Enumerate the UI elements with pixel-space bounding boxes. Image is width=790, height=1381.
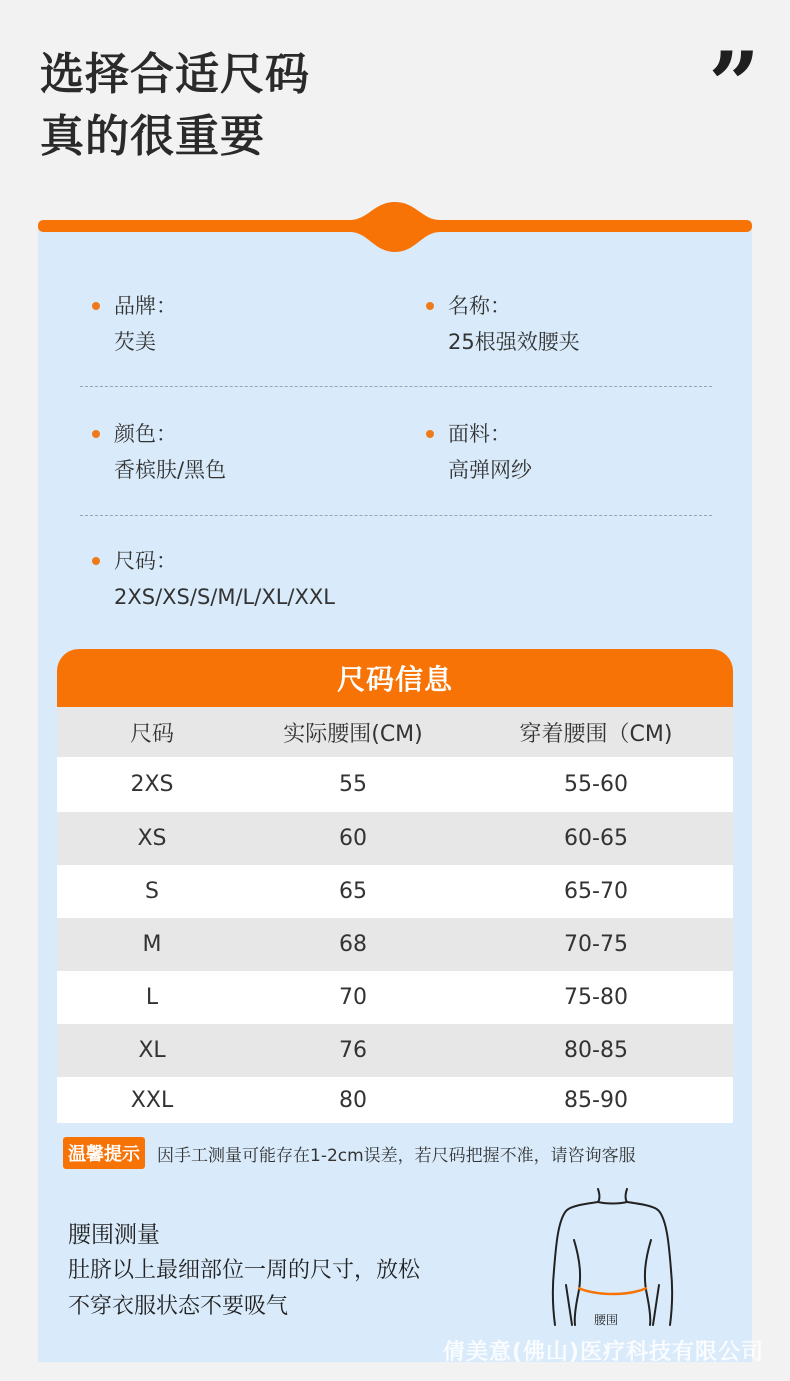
brand-label: 品牌： (92, 292, 177, 320)
fabric-label: 面料： (426, 420, 532, 448)
cell-actual-waist: 55 (339, 772, 367, 797)
title-line-2: 真的很重要 (40, 111, 265, 162)
cell-wearing-waist: 75-80 (564, 985, 628, 1010)
size-table-title: 尺码信息 (57, 649, 733, 707)
table-header-row (57, 707, 733, 757)
name-value: 25根强效腰夹 (448, 330, 580, 354)
cell-wearing-waist: 80-85 (564, 1038, 628, 1063)
header-size: 尺码 (129, 721, 174, 747)
quote-icon: ” (708, 32, 760, 138)
size-value: 2XS/XS/S/M/L/XL/XXL (114, 585, 335, 609)
figure-waist-label: 腰围 (594, 1313, 619, 1327)
cell-size: XXL (130, 1087, 174, 1113)
fabric-value: 高弹网纱 (448, 458, 532, 482)
cell-size: M (142, 932, 162, 957)
size-info (92, 547, 335, 611)
table-row (57, 1077, 733, 1123)
watermark: 倩美意(佛山)医疗科技有限公司 (442, 1340, 764, 1365)
header-actual-waist: 实际腰围(CM) (283, 721, 423, 747)
table-row (57, 1024, 733, 1077)
cell-wearing-waist: 55-60 (564, 772, 628, 797)
waist-desc-line-1: 肚脐以上最细部位一周的尺寸，放松 (68, 1258, 421, 1283)
table-row (57, 865, 733, 918)
page-title (40, 44, 310, 168)
divider (80, 386, 712, 387)
size-label: 尺码： (92, 547, 335, 575)
brand-info (92, 292, 177, 356)
cell-size: 2XS (130, 772, 174, 797)
cell-size: XS (137, 826, 167, 851)
cell-wearing-waist: 65-70 (564, 879, 628, 904)
color-info (92, 420, 226, 484)
cell-actual-waist: 68 (339, 932, 367, 957)
fabric-info (426, 420, 532, 484)
cell-actual-waist: 60 (339, 826, 367, 851)
color-label: 颜色： (92, 420, 226, 448)
cell-wearing-waist: 85-90 (564, 1087, 628, 1113)
cell-actual-waist: 76 (339, 1038, 367, 1063)
waist-title: 腰围测量 (68, 1222, 160, 1248)
tip-badge: 温馨提示 (63, 1137, 145, 1169)
title-line-1: 选择合适尺码 (40, 49, 310, 100)
cell-actual-waist: 80 (339, 1087, 367, 1113)
cell-wearing-waist: 60-65 (564, 826, 628, 851)
waist-desc-line-2: 不穿衣服状态不要吸气 (68, 1294, 289, 1319)
table-row (57, 812, 733, 865)
cell-size: XL (138, 1038, 166, 1063)
cell-size: S (145, 879, 159, 904)
tip-text: 因手工测量可能存在1-2cm误差，若尺码把握不准，请咨询客服 (157, 1145, 636, 1166)
cell-size: L (145, 985, 159, 1010)
cell-actual-waist: 65 (339, 879, 367, 904)
table-row (57, 971, 733, 1024)
table-row (57, 757, 733, 812)
waist-description (68, 1253, 420, 1325)
name-label: 名称： (426, 292, 580, 320)
header-wearing-waist: 穿着腰围（CM) (519, 721, 673, 747)
size-table (57, 649, 733, 1123)
cell-wearing-waist: 70-75 (564, 932, 628, 957)
brand-value: 芡美 (114, 330, 156, 354)
table-row (57, 918, 733, 971)
tip-row (63, 1137, 636, 1169)
cell-actual-waist: 70 (339, 985, 367, 1010)
name-info (426, 292, 580, 356)
body-outline-illustration (548, 1185, 678, 1330)
divider (80, 515, 712, 516)
orange-divider-decoration (38, 196, 752, 256)
color-value: 香槟肤/黑色 (114, 458, 227, 482)
